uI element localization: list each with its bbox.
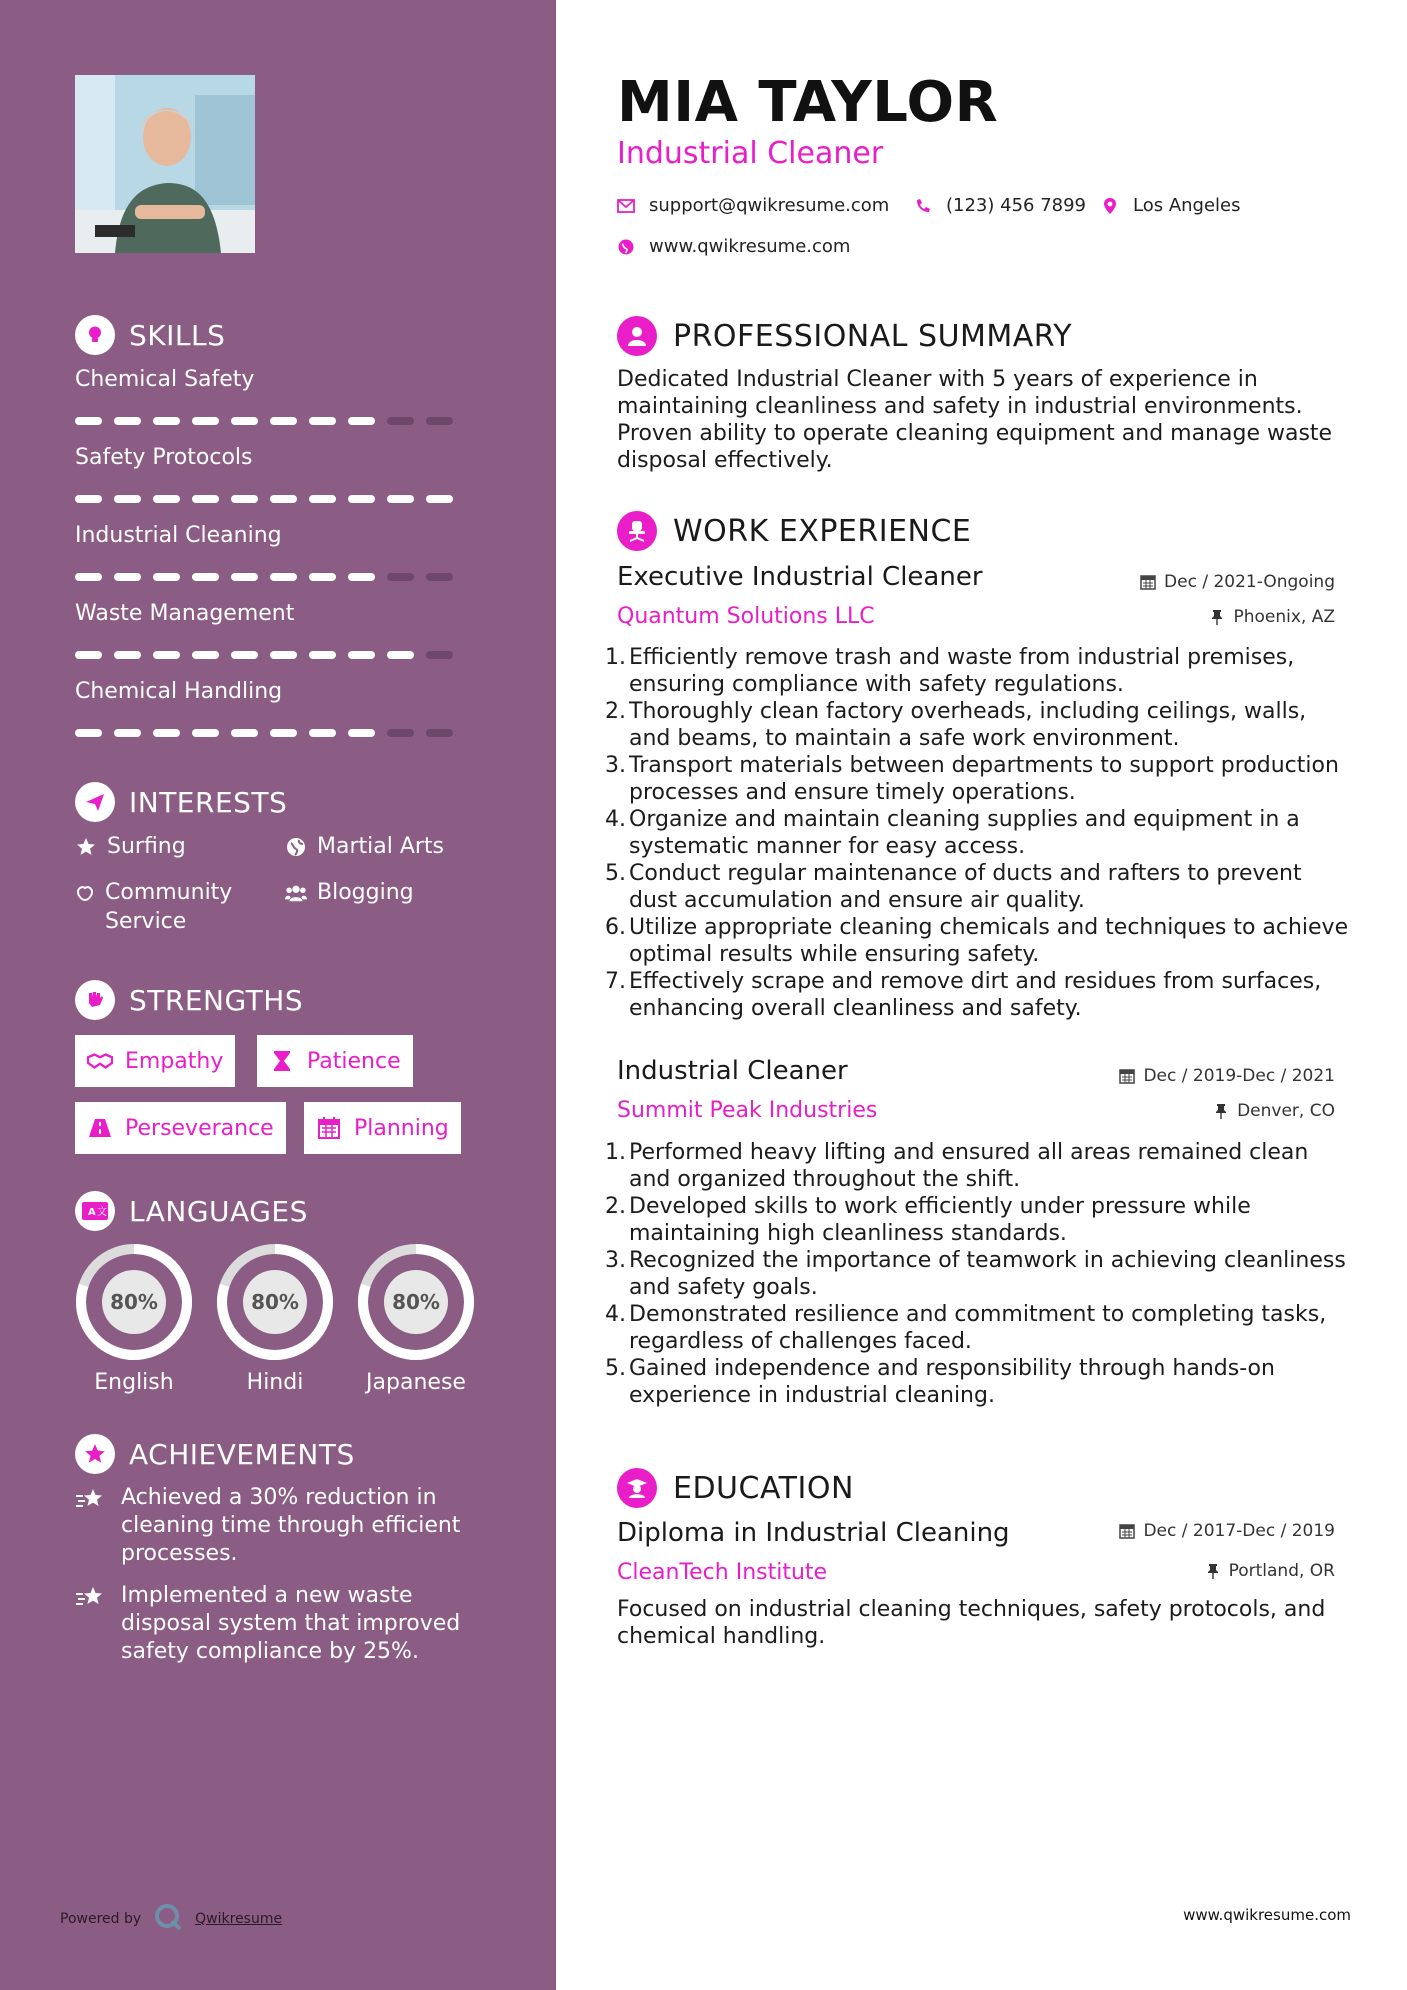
skill-segment: [75, 651, 102, 659]
job-bullets: [605, 1139, 1352, 1409]
website-text[interactable]: www.qwikresume.com: [649, 236, 851, 257]
strength-tag: [304, 1102, 461, 1154]
contact-website: [617, 236, 850, 257]
skill-label: Chemical Handling: [75, 679, 283, 704]
skills-title: SKILLS: [129, 318, 226, 352]
svg-text:A: A: [88, 1207, 96, 1218]
achievement-item: [75, 1484, 475, 1568]
interest-item: [285, 832, 444, 861]
users-icon: [285, 878, 307, 907]
skill-segment: [348, 729, 375, 737]
list-item: 2. Thoroughly clean factory overheads, including ceilings, walls, and beams, to maintain a safe work environment.: [605, 699, 1307, 751]
footer-website[interactable]: www.qwikresume.com: [1183, 1906, 1351, 1924]
phone-icon: [914, 197, 932, 215]
skill-segment: [231, 495, 258, 503]
profile-photo: [75, 75, 255, 253]
star-icon: [75, 832, 97, 861]
job-location-text: Phoenix, AZ: [1233, 607, 1335, 627]
qwikresume-logo-icon: [153, 1902, 183, 1936]
list-item: 3. Recognized the importance of teamwork in achieving cleanliness and safety goals.: [605, 1248, 1346, 1300]
interest-item: [75, 878, 255, 936]
job-dates-text: Dec / 2021-Ongoing: [1164, 572, 1335, 592]
skill-segment: [387, 651, 414, 659]
pushpin-icon: [1209, 609, 1225, 625]
skill-segment: [387, 495, 414, 503]
skill-bar: [75, 417, 453, 425]
language-percent: 80%: [251, 1290, 299, 1314]
location-text: Los Angeles: [1133, 195, 1241, 216]
lightbulb-icon: [75, 315, 115, 355]
globe-icon: [285, 832, 307, 861]
skill-segment: [426, 417, 453, 425]
skill-segment: [153, 573, 180, 581]
calendar-icon: [1119, 1523, 1135, 1539]
school-name: CleanTech Institute: [617, 1560, 828, 1585]
list-item: 4. Organize and maintain cleaning supplies and equipment in a systematic manner for easy access.: [605, 807, 1300, 859]
skill-segment: [426, 573, 453, 581]
paper-plane-icon: [75, 782, 115, 822]
strengths-heading: [75, 980, 303, 1020]
candidate-role: Industrial Cleaner: [617, 136, 884, 171]
skill-segment: [75, 573, 102, 581]
language-ring: [215, 1242, 335, 1362]
language-item: [356, 1242, 476, 1395]
skill-segment: [153, 651, 180, 659]
strength-tag: [75, 1035, 235, 1087]
language-label: Japanese: [366, 1370, 466, 1395]
interest-item: [285, 878, 414, 907]
job-company: Summit Peak Industries: [617, 1098, 878, 1123]
skill-segment: [231, 729, 258, 737]
skill-segment: [348, 651, 375, 659]
award-star-icon: [75, 1434, 115, 1474]
pushpin-icon: [1205, 1563, 1221, 1579]
achievement-text: Implemented a new waste disposal system that improved safety compliance by 25%.: [121, 1583, 461, 1664]
skill-bar: [75, 651, 453, 659]
list-item: 5. Conduct regular maintenance of ducts and rafters to prevent dust accumulation and ensure air quality.: [605, 861, 1302, 913]
achievement-text: Achieved a 30% reduction in cleaning time through efficient processes.: [121, 1485, 461, 1566]
job-location: [1213, 1101, 1335, 1121]
job-title: Executive Industrial Cleaner: [617, 562, 983, 592]
summary-heading: [617, 316, 1072, 356]
job-title: Industrial Cleaner: [617, 1056, 848, 1086]
fist-icon: [75, 980, 115, 1020]
list-item: 6. Utilize appropriate cleaning chemicals and techniques to achieve optimal results while ensuring safety.: [605, 915, 1349, 967]
skill-segment: [114, 417, 141, 425]
map-pin-icon: [1101, 197, 1119, 215]
graduate-icon: [617, 1468, 657, 1508]
skill-segment: [426, 495, 453, 503]
strength-label: Empathy: [125, 1048, 224, 1074]
strength-label: Patience: [307, 1048, 401, 1074]
skill-segment: [153, 417, 180, 425]
powered-by: [60, 1902, 282, 1936]
skill-segment: [270, 417, 297, 425]
pushpin-icon: [1213, 1103, 1229, 1119]
education-location: [1205, 1561, 1335, 1581]
candidate-name: MIA TAYLOR: [617, 70, 999, 135]
interests-title: INTERESTS: [129, 785, 288, 819]
skill-segment: [387, 417, 414, 425]
skill-segment: [192, 729, 219, 737]
phone-text[interactable]: (123) 456 7899: [946, 195, 1087, 216]
skill-segment: [153, 729, 180, 737]
skill-segment: [426, 651, 453, 659]
skill-segment: [309, 495, 336, 503]
skill-segment: [231, 651, 258, 659]
translate-icon: [75, 1191, 115, 1231]
qwikresume-link[interactable]: Qwikresume: [195, 1911, 283, 1927]
calendar-icon: [316, 1115, 342, 1141]
sidebar: [0, 0, 556, 1990]
skill-segment: [387, 729, 414, 737]
job-dates: [1119, 1066, 1335, 1086]
skill-segment: [309, 729, 336, 737]
list-item: 5. Gained independence and responsibility through hands-on experience in industrial cleaning.: [605, 1356, 1275, 1408]
hourglass-icon: [269, 1048, 295, 1074]
powered-by-label: Powered by: [60, 1911, 142, 1927]
handshake-icon: [87, 1048, 113, 1074]
skill-segment: [231, 573, 258, 581]
road-icon: [87, 1115, 113, 1141]
skill-bar: [75, 495, 453, 503]
languages-title: LANGUAGES: [129, 1194, 308, 1228]
skill-segment: [114, 729, 141, 737]
strength-tag: [257, 1035, 413, 1087]
language-label: Hindi: [246, 1370, 304, 1395]
calendar-icon: [1119, 1068, 1135, 1084]
list-item: 4. Demonstrated resilience and commitment to completing tasks, regardless of challenges faced.: [605, 1302, 1327, 1354]
language-item: [215, 1242, 335, 1395]
skill-segment: [348, 417, 375, 425]
list-item: 1. Performed heavy lifting and ensured all areas remained clean and organized throughout the shift.: [605, 1140, 1309, 1192]
skill-label: Industrial Cleaning: [75, 523, 282, 548]
main-content: [556, 0, 1407, 1990]
job-dates-text: Dec / 2019-Dec / 2021: [1143, 1066, 1335, 1086]
language-label: English: [94, 1370, 174, 1395]
skill-segment: [387, 573, 414, 581]
achievement-item: [75, 1582, 475, 1666]
list-item: 2. Developed skills to work efficiently under pressure while maintaining high cleanliness standards.: [605, 1194, 1251, 1246]
language-percent: 80%: [392, 1290, 440, 1314]
job-location-text: Denver, CO: [1237, 1101, 1335, 1121]
skill-segment: [309, 417, 336, 425]
email-text[interactable]: support@qwikresume.com: [649, 195, 890, 216]
job-bullets: [605, 644, 1352, 1022]
interests-heading: [75, 782, 287, 822]
skill-segment: [192, 417, 219, 425]
language-item: [74, 1242, 194, 1395]
globe-icon: [617, 238, 635, 256]
education-location-text: Portland, OR: [1228, 1561, 1335, 1581]
skill-segment: [114, 573, 141, 581]
experience-heading: [617, 511, 971, 551]
skill-segment: [75, 417, 102, 425]
skill-label: Chemical Safety: [75, 367, 255, 392]
job-dates: [1140, 572, 1335, 592]
svg-text:文: 文: [97, 1207, 107, 1218]
skill-segment: [231, 417, 258, 425]
experience-title: WORK EXPERIENCE: [673, 513, 972, 549]
skill-segment: [270, 729, 297, 737]
office-chair-icon: [617, 511, 657, 551]
calendar-icon: [1140, 574, 1156, 590]
language-ring: [74, 1242, 194, 1362]
interest-label: Surfing: [107, 834, 186, 859]
list-item: 1. Efficiently remove trash and waste from industrial premises, ensuring compliance with safety regulations.: [605, 645, 1295, 697]
language-percent: 80%: [110, 1290, 158, 1314]
skill-segment: [270, 495, 297, 503]
skill-segment: [75, 729, 102, 737]
skill-segment: [270, 651, 297, 659]
education-title: EDUCATION: [673, 1470, 854, 1506]
user-icon: [617, 316, 657, 356]
skill-segment: [348, 495, 375, 503]
contact-email: [617, 195, 889, 216]
achievements-title: ACHIEVEMENTS: [129, 1437, 355, 1471]
shooting-star-icon: [75, 1484, 107, 1568]
achievements-heading: [75, 1434, 355, 1474]
contact-phone: [914, 195, 1086, 216]
skill-segment: [426, 729, 453, 737]
list-item: 3. Transport materials between departments to support production processes and ensure timely operations.: [605, 753, 1339, 805]
language-ring: [356, 1242, 476, 1362]
skill-label: Waste Management: [75, 601, 295, 626]
shooting-star-icon: [75, 1582, 107, 1666]
skill-segment: [270, 573, 297, 581]
strength-label: Perseverance: [125, 1115, 274, 1141]
skills-heading: [75, 315, 225, 355]
interest-label: Blogging: [317, 880, 414, 905]
skill-segment: [114, 651, 141, 659]
list-item: 7. Effectively scrape and remove dirt and residues from surfaces, enhancing overall cleanliness and safety.: [605, 969, 1322, 1021]
skill-segment: [348, 573, 375, 581]
skill-segment: [75, 495, 102, 503]
envelope-icon: [617, 197, 635, 215]
skill-segment: [309, 651, 336, 659]
education-text: Focused on industrial cleaning techniques, safety protocols, and chemical handling.: [617, 1597, 1326, 1649]
skill-bar: [75, 729, 453, 737]
strength-label: Planning: [354, 1115, 449, 1141]
hand-icon: [75, 878, 95, 907]
skill-segment: [192, 651, 219, 659]
skill-bar: [75, 573, 453, 581]
skill-segment: [192, 573, 219, 581]
job-location: [1209, 607, 1335, 627]
summary-text: Dedicated Industrial Cleaner with 5 years of experience in maintaining cleanliness and safety in industrial environments. Proven ability to operate cleaning equipment and manage waste disposal effectively.: [617, 367, 1333, 473]
interest-label: Community Service: [105, 880, 233, 934]
education-dates-text: Dec / 2017-Dec / 2019: [1143, 1521, 1335, 1541]
job-company: Quantum Solutions LLC: [617, 604, 875, 629]
summary-title: PROFESSIONAL SUMMARY: [673, 318, 1073, 354]
strength-tag: [75, 1102, 286, 1154]
skill-segment: [153, 495, 180, 503]
languages-heading: [75, 1191, 308, 1231]
interest-label: Martial Arts: [317, 834, 445, 859]
skill-segment: [192, 495, 219, 503]
degree-title: Diploma in Industrial Cleaning: [617, 1518, 1010, 1548]
interest-item: [75, 832, 186, 861]
education-heading: [617, 1468, 854, 1508]
skill-segment: [114, 495, 141, 503]
education-dates: [1119, 1521, 1335, 1541]
skill-label: Safety Protocols: [75, 445, 253, 470]
skill-segment: [309, 573, 336, 581]
contact-location: [1101, 195, 1241, 216]
strengths-title: STRENGTHS: [129, 983, 304, 1017]
